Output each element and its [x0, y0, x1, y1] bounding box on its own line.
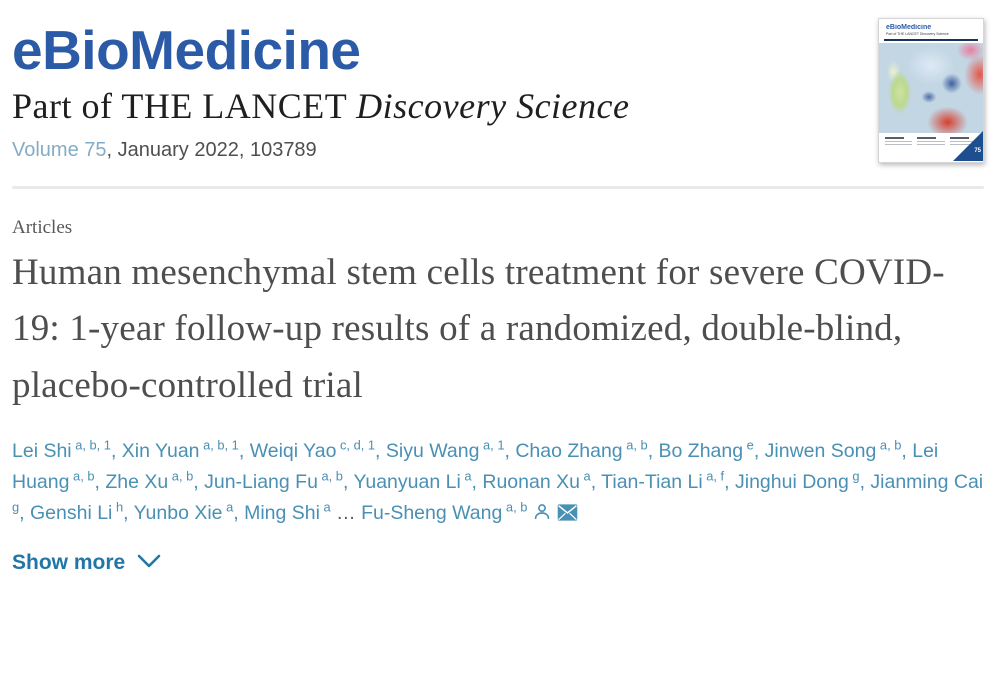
cover-footer-column: [917, 137, 944, 161]
author-affiliation-sup: h: [112, 499, 124, 515]
author-affiliation-sup: a, b: [317, 468, 343, 484]
author-link[interactable]: Ming Shi $^a$: [244, 499, 331, 524]
author-affiliation-sup: g: [848, 468, 860, 484]
cover-issue-badge: 75: [953, 131, 983, 161]
author-affiliation-sup: a, b: [622, 437, 648, 453]
author-affiliation-sup: a: [319, 499, 331, 515]
author-affiliation-sup: a, f: [702, 468, 725, 484]
cover-journal-name: eBioMedicine: [886, 24, 932, 31]
section-label: Articles: [12, 216, 73, 238]
author-link[interactable]: Jinwen Song $^{a, b}$: [764, 437, 902, 463]
author-link[interactable]: Fu-Sheng Wang $^{a, b}$: [361, 499, 528, 524]
author-affiliation-sup: a, b: [168, 468, 194, 484]
authors-ellipsis: …: [330, 501, 362, 524]
author-affiliation-sup: e: [743, 437, 754, 453]
author-affiliation-sup: a: [579, 468, 591, 484]
person-icon[interactable]: [533, 500, 551, 531]
author-list: [12, 436, 984, 530]
author-affiliation-sup: a, 1: [479, 437, 505, 453]
volume-link[interactable]: Volume 75: [12, 138, 107, 161]
author-affiliation-sup: g: [12, 499, 20, 515]
chevron-down-icon: [137, 551, 161, 575]
journal-title-link[interactable]: eBioMedicine: [12, 19, 361, 81]
tagline-italic: Discovery Science: [356, 85, 630, 126]
author-link[interactable]: Genshi Li $^h$: [30, 499, 124, 524]
volume-line: [12, 139, 984, 162]
authors-container: Lei Shi $^{a, b, 1}$, Xin Yuan $^{a, b, 1}$, Weiqi Yao $^{c, d, 1}$, Siyu Wang $^{a, 1}$, Chao Zhang $^{a, b}$, Bo Zhang $^e$, Jinwen Song $^{a, b}$, Lei Huang $^{a, b}$, Zhe Xu $^{a, b}$, Jun-Liang Fu $^{a, b}$, Yuanyuan Li $^a$, Ruonan Xu $^a$, Tian-Tian Li $^{a, f}$, Jinghui Dong $^g$, Jianming Cai $^g$, Genshi Li $^h$, Yunbo Xie $^a$, Ming Shi $^a$ … Fu-Sheng Wang $^{a, b}$: [12, 437, 984, 524]
tagline-prefix: Part of THE LANCET: [12, 85, 357, 126]
issue-info: , January 2022, 103789: [106, 138, 317, 161]
author-link[interactable]: Jianming Cai $^g$: [12, 471, 984, 515]
author-link[interactable]: Yuanyuan Li $^a$: [353, 468, 472, 494]
author-link[interactable]: Yunbo Xie $^a$: [133, 499, 234, 524]
author-link[interactable]: Weiqi Yao $^{c, d, 1}$: [249, 437, 376, 463]
cover-footer: [879, 133, 983, 161]
journal-cover-thumbnail[interactable]: [878, 18, 984, 163]
author-link[interactable]: Zhe Xu $^{a, b}$: [105, 468, 194, 494]
cover-tagline: Part of THE LANCET Discovery Science: [886, 32, 949, 36]
author-link[interactable]: Tian-Tian Li $^{a, f}$: [601, 468, 725, 494]
cover-footer-column: [885, 137, 912, 161]
journal-tagline: [12, 85, 984, 127]
cover-art: [879, 43, 983, 133]
author-link[interactable]: Lei Shi $^{a, b, 1}$: [12, 437, 111, 463]
header-divider: [12, 186, 984, 189]
author-link[interactable]: Xin Yuan $^{a, b, 1}$: [121, 437, 239, 463]
author-link[interactable]: Chao Zhang $^{a, b}$: [515, 437, 648, 463]
envelope-icon[interactable]: [557, 500, 578, 531]
author-link[interactable]: Siyu Wang $^{a, 1}$: [385, 437, 505, 463]
author-affiliation-sup: a, b, 1: [71, 437, 111, 453]
author-link[interactable]: Bo Zhang $^e$: [658, 437, 754, 463]
journal-header: [12, 20, 984, 162]
article-summary: [12, 217, 984, 575]
author-affiliation-sup: a, b: [502, 499, 528, 515]
author-affiliation-sup: c, d, 1: [336, 437, 376, 453]
cover-rule: [884, 39, 978, 41]
author-affiliation-sup: a, b: [876, 437, 902, 453]
author-affiliation-sup: a: [222, 499, 234, 515]
author-link[interactable]: Ruonan Xu $^a$: [482, 468, 591, 494]
author-affiliation-sup: a, b, 1: [199, 437, 239, 453]
article-title: Human mesenchymal stem cells treatment for severe COVID-19: 1-year follow-up results of a randomized, double-blind, placebo-controlled trial: [12, 251, 945, 406]
author-link[interactable]: Jinghui Dong $^g$: [734, 468, 860, 494]
author-affiliation-sup: a: [460, 468, 472, 484]
show-more-label: Show more: [12, 550, 126, 574]
author-affiliation-sup: a, b: [69, 468, 95, 484]
show-more-button[interactable]: [12, 551, 161, 575]
author-link[interactable]: Jun-Liang Fu $^{a, b}$: [204, 468, 343, 494]
author-link[interactable]: Lei Huang $^{a, b}$: [12, 440, 939, 494]
